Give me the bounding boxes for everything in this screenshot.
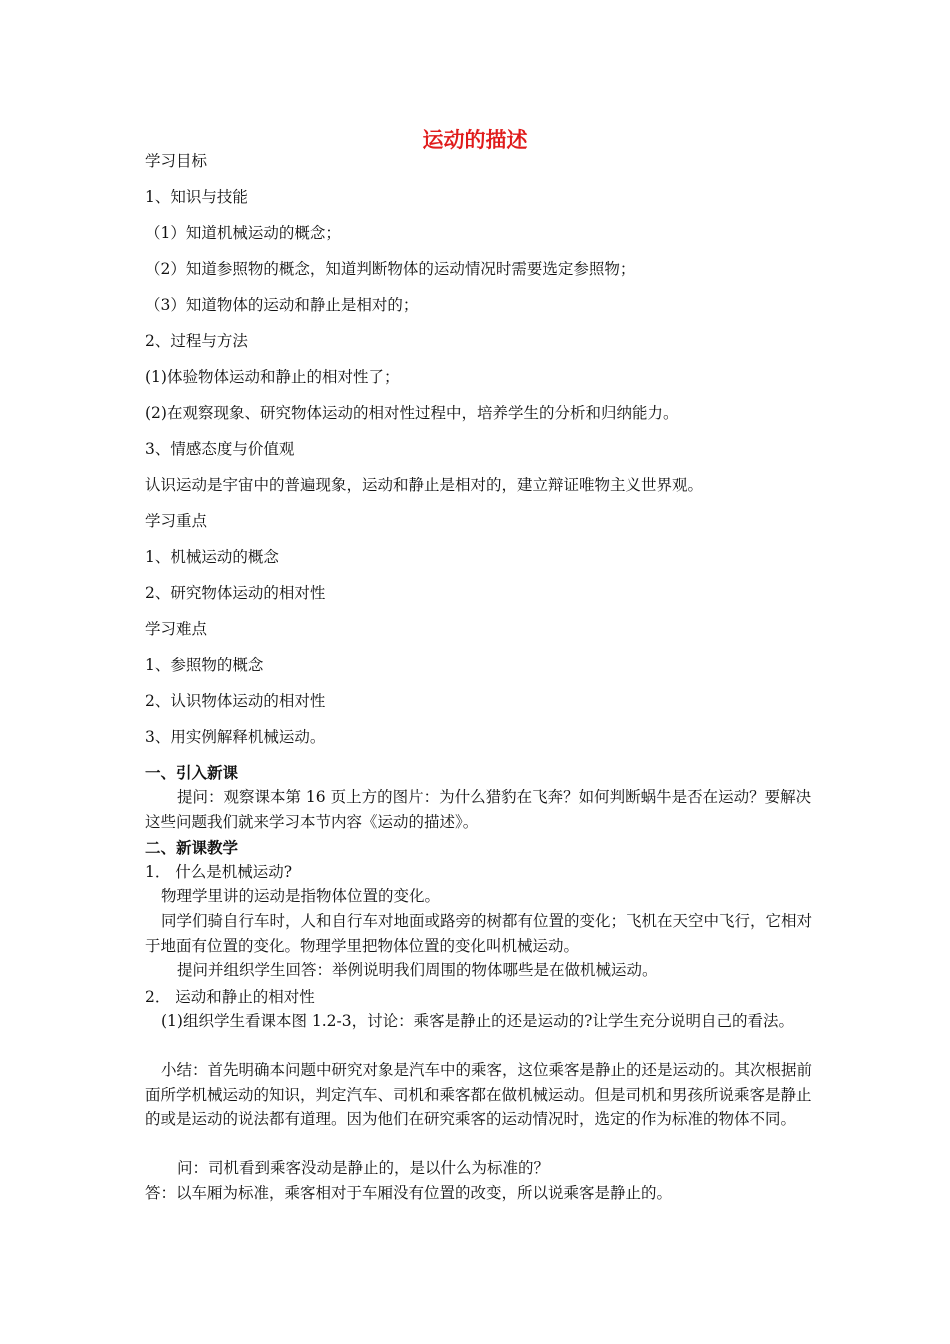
key-points-heading: 学习重点 [145, 512, 208, 530]
answer-paragraph: 答：以车厢为标准，乘客相对于车厢没有位置的改变，所以说乘客是静止的。 [145, 1184, 673, 1202]
objective-item: （2）知道参照物的概念，知道判断物体的运动情况时需要选定参照物； [145, 260, 636, 278]
difficulty-item: 2、认识物体运动的相对性 [145, 692, 326, 710]
question-paragraph: 问：司机看到乘客没动是静止的，是以什么为标准的？ [177, 1159, 550, 1177]
part1-text: 提问：观察课本第 16 页上方的图片：为什么猎豹在飞奔？如何判断蜗牛是否在运动？要解决这些问题我们就来学习本节内容《运动的描述》。 [145, 788, 812, 831]
difficulty-item: 1、参照物的概念 [145, 656, 264, 674]
part2-heading: 二、新课教学 [145, 839, 239, 857]
objective-section-2: 2、过程与方法 [145, 332, 248, 350]
question-2: 2． 运动和静止的相对性 [145, 988, 315, 1006]
paragraph: (1)组织学生看课本图 1.2-3，讨论：乘客是静止的还是运动的?让学生充分说明自己的看法。 [161, 1012, 794, 1030]
paragraph: 同学们骑自行车时，人和自行车对地面或路旁的树都有位置的变化；飞机在天空中飞行，它相对于地面有位置的变化。物理学里把物体位置的变化叫机械运动。 [145, 912, 813, 955]
summary-paragraph: 小结：首先明确本问题中研究对象是汽车中的乘客，这位乘客是静止的还是运动的。其次根据前面所学机械运动的知识，判定汽车、司机和乘客都在做机械运动。但是司机和男孩所说乘客是静止的或是运动的说法都有道理。因为他们在研究乘客的运动情况时，选定的作为标准的物体不同。 [145, 1061, 813, 1128]
objective-section-1: 1、知识与技能 [145, 188, 248, 206]
objective-item: （1）知道机械运动的概念； [145, 224, 341, 242]
paragraph: 物理学里讲的运动是指物体位置的变化。 [161, 887, 441, 905]
part1-heading: 一、引入新课 [145, 764, 239, 782]
key-point-item: 2、研究物体运动的相对性 [145, 584, 326, 602]
objective-section-3: 3、情感态度与价值观 [145, 440, 295, 458]
objectives-heading: 学习目标 [145, 152, 208, 170]
paragraph: 提问并组织学生回答：举例说明我们周围的物体哪些是在做机械运动。 [177, 961, 658, 979]
difficulty-item: 3、用实例解释机械运动。 [145, 728, 326, 746]
question-1: 1． 什么是机械运动? [145, 863, 293, 881]
difficulties-heading: 学习难点 [145, 620, 208, 638]
objective-item: （3）知道物体的运动和静止是相对的； [145, 296, 419, 314]
document-title: 运动的描述 [422, 128, 528, 152]
objective-item: (1)体验物体运动和静止的相对性了； [145, 368, 400, 386]
key-point-item: 1、机械运动的概念 [145, 548, 279, 566]
objective-item: (2)在观察现象、研究物体运动的相对性过程中，培养学生的分析和归纳能力。 [145, 404, 679, 422]
objective-text: 认识运动是宇宙中的普遍现象，运动和静止是相对的，建立辩证唯物主义世界观。 [145, 476, 704, 494]
